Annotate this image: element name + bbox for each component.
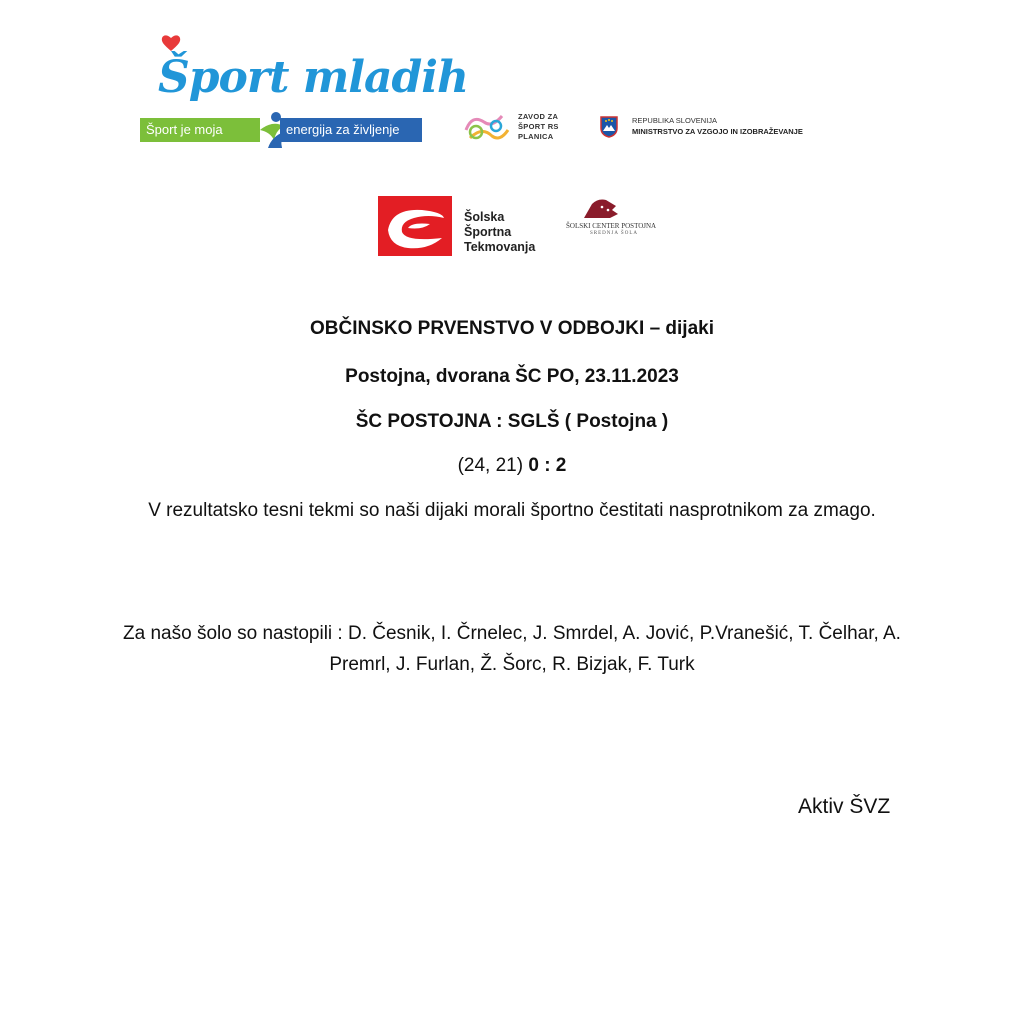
slogan-banner [140, 110, 422, 150]
sport-mladih-wordmark: Šport mladih [158, 52, 468, 103]
banner-right-text: energija za življenje [280, 118, 422, 142]
scp-cave-emblem-icon [582, 198, 622, 220]
solska-sportna-tekmovanja-logo [378, 196, 558, 258]
zavod-text [518, 112, 559, 142]
planica-swirl-icon [462, 108, 514, 146]
solski-center-postojna-logo [552, 198, 657, 242]
scp-line-2: SREDNJA ŠOLA [590, 231, 638, 236]
ministry-line-2: MINISTRSTVO ZA VZGOJO IN IZOBRAŽEVANJE [632, 127, 803, 136]
sst-line-1: Šolska [464, 210, 505, 224]
report-score-line [0, 455, 1024, 477]
zavod-line-1: ZAVOD ZA [518, 112, 559, 121]
players-list: Za našo šolo so nastopili : D. Česnik, I. Črnelec, J. Smrdel, A. Jović, P.Vranešić, T. Čelhar, A. Premrl, J. Furlan, Ž. Šorc, R. Bizjak, F. Turk [123, 623, 901, 675]
ministry-logo [598, 116, 828, 140]
signature: Aktiv ŠVZ [798, 795, 891, 818]
ministry-line-1: REPUBLIKA SLOVENIJA [632, 116, 718, 125]
slovenia-coat-of-arms-icon [600, 116, 618, 138]
sst-line-2: Športna [464, 225, 512, 239]
report-venue: Postojna, dvorana ŠC PO, 23.11.2023 [345, 366, 679, 387]
sst-text [464, 210, 535, 255]
final-score: 0 : 2 [528, 455, 567, 476]
sport-mladih-logo [158, 34, 468, 104]
sst-red-emblem-icon [378, 196, 452, 256]
banner-left-text: Šport je moja [140, 118, 260, 142]
sst-line-3: Tekmovanja [464, 240, 536, 254]
report-summary: V rezultatsko tesni tekmi so naši dijaki morali športno čestitati nasprotnikom za zmago. [148, 500, 876, 521]
zavod-line-3: PLANICA [518, 132, 554, 141]
report-match: ŠC POSTOJNA : SGLŠ ( Postojna ) [355, 411, 669, 432]
zavod-line-2: ŠPORT RS [518, 122, 559, 131]
report-title: OBČINSKO PRVENSTVO V ODBOJKI – dijaki [309, 318, 715, 339]
heart-icon [160, 33, 182, 53]
scp-line-1: ŠOLSKI CENTER POSTOJNA [566, 222, 657, 230]
set-scores: (24, 21) [457, 455, 524, 476]
zavod-planica-logo [462, 108, 582, 148]
